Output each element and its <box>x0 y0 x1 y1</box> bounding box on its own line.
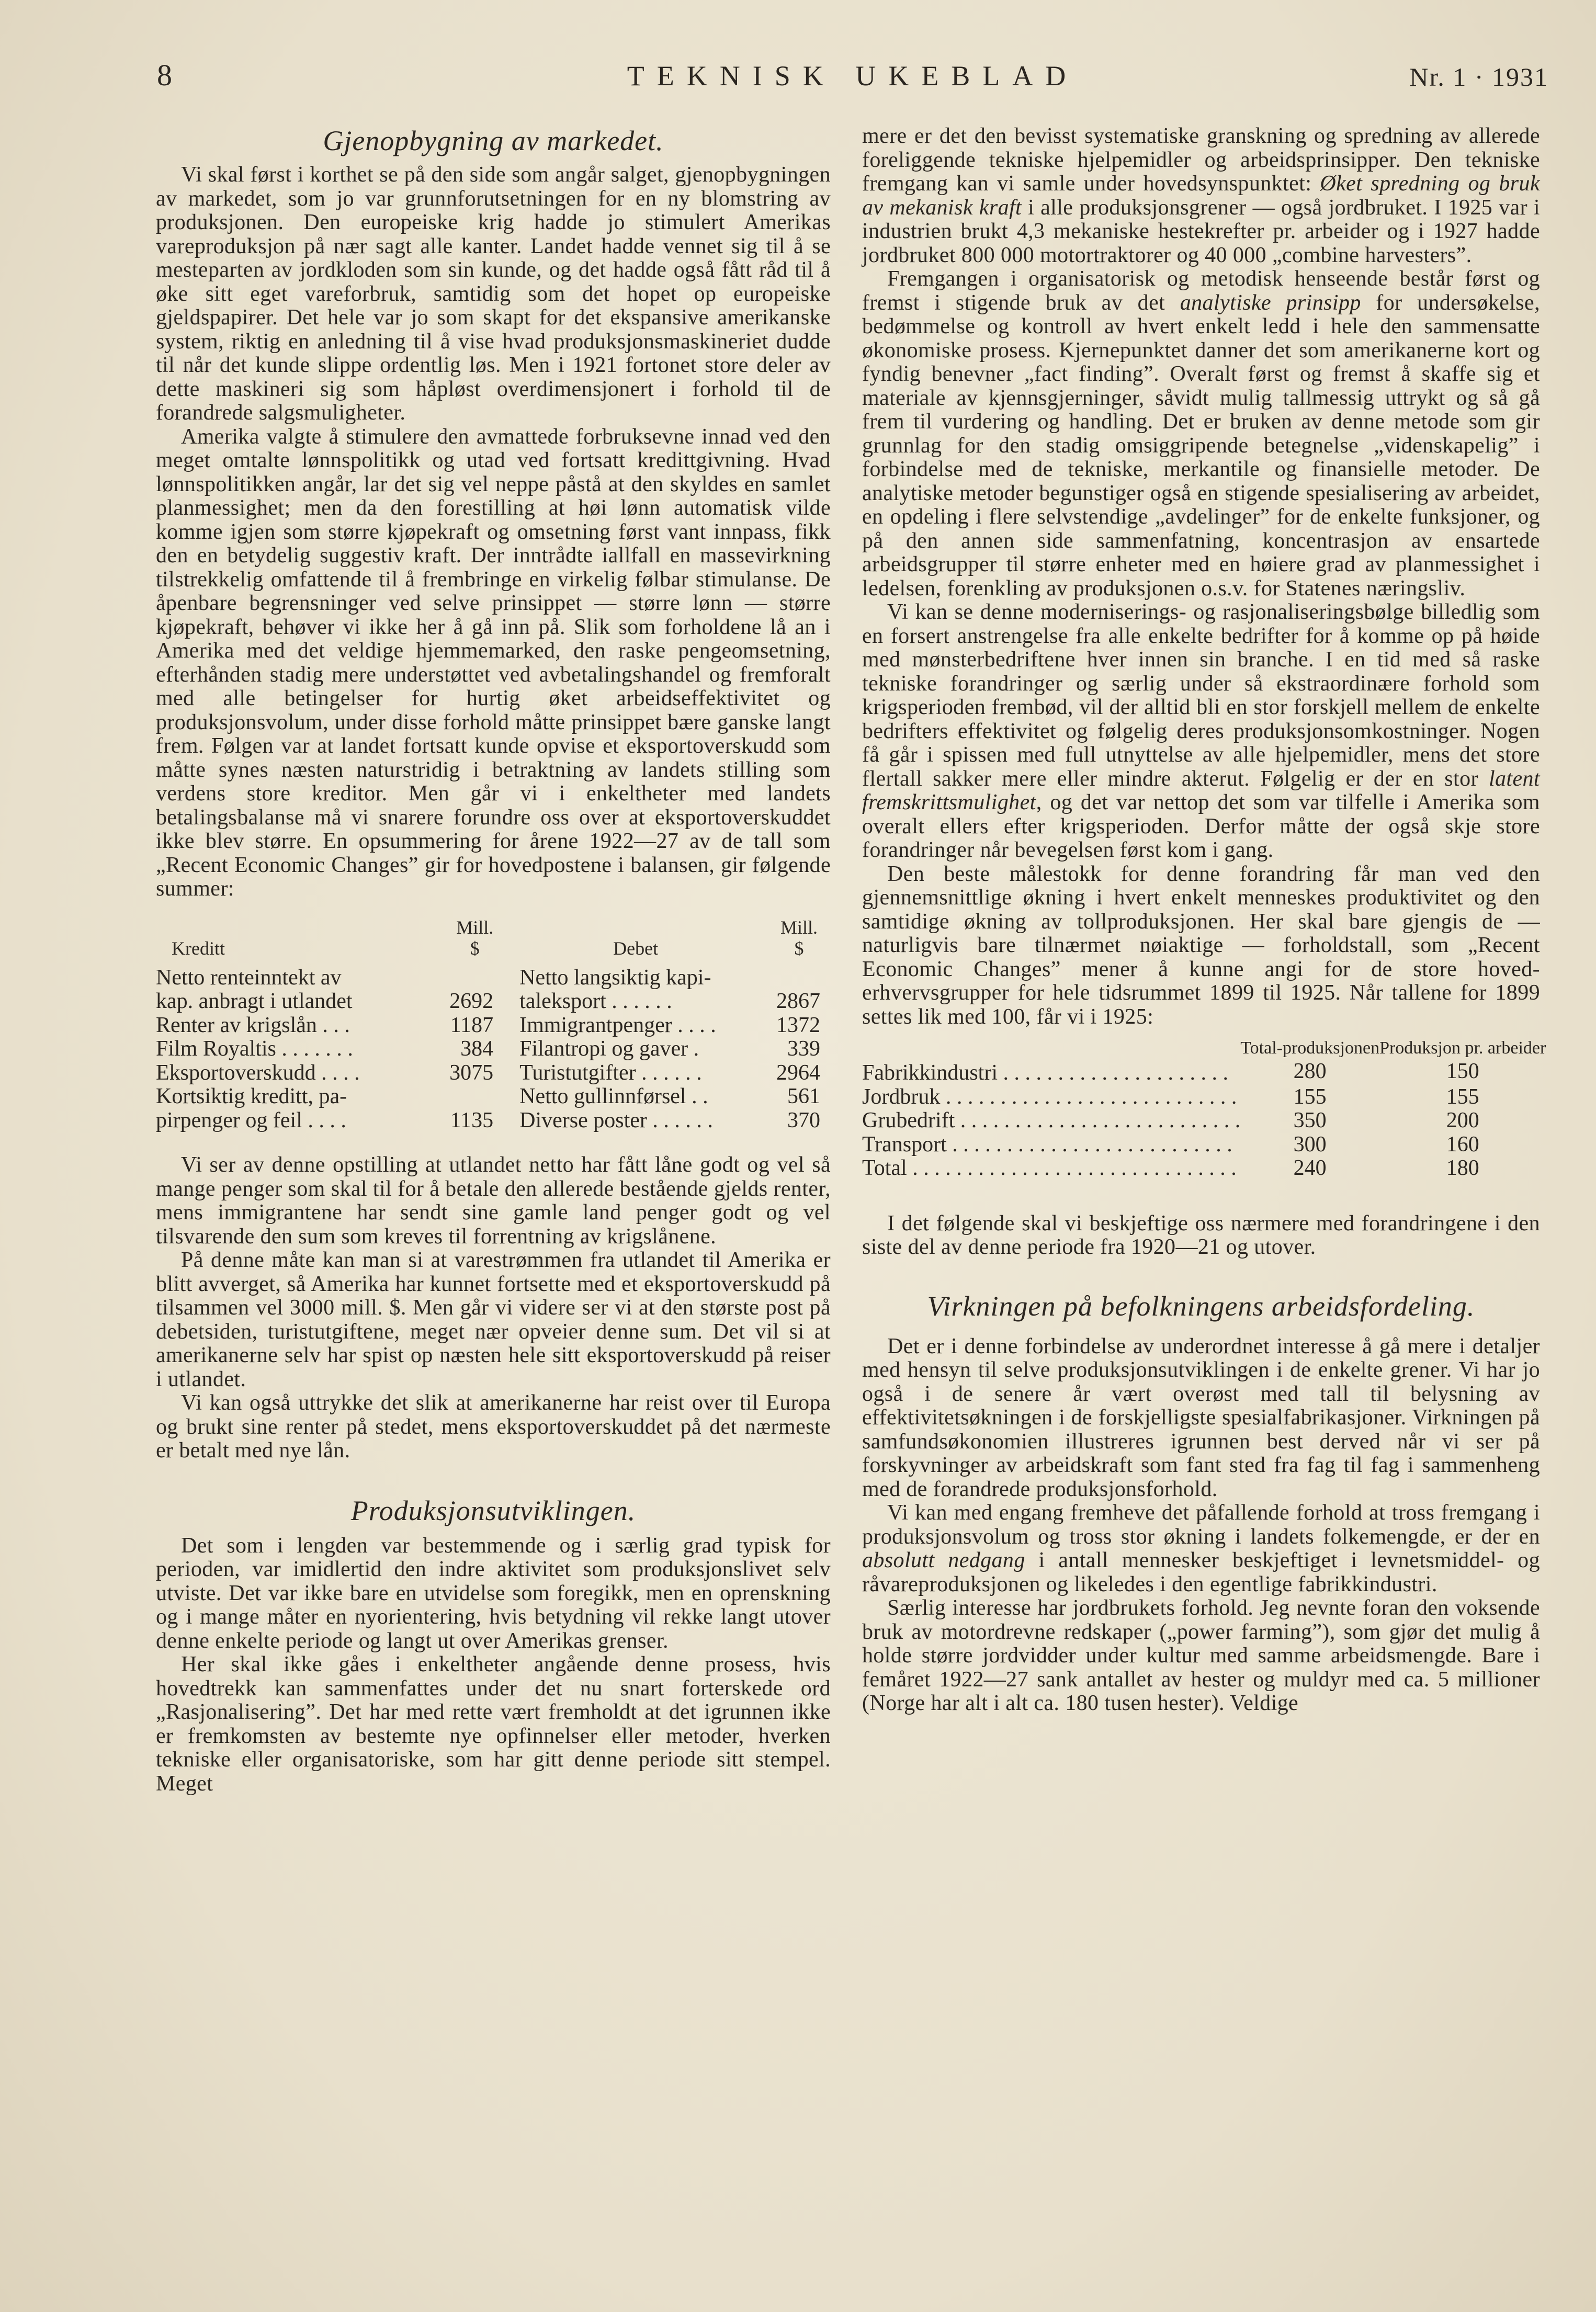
issue-number: Nr. 1 · 1931 <box>1409 62 1548 92</box>
paragraph: Amerika valgte å stimulere den avmattede forbruksevne innad ved den meget omtalte lønnspolitikk og utad ved fortsatt kredittgivning. Hvad lønnspolitikken angår, lar det sig vel neppe påstå at den skyldes en samlet planmessighet; men da den forestilling at høi lønn automatisk vilde komme igjen som større kjøpekraft og omsetning først vant innpass, fikk den en betydelig suggestiv kraft. Der inntrådte iallfall en massevirkning tilstrekkelig omfattende til å frembringe en virkelig følbar stimulanse. De åpenbare begrensninger ved selve prinsippet — større lønn — større kjøpekraft, behøver vi ikke her å gå inn på. Slik som forholdene lå an i Amerika med det veldige hjemmemarked, den raske pengeomsetning, efterhånden stadig mere understøttet ved avbetalingshandel og fremforalt med alle betingelser for hurtig øket arbeidseffektivitet og produksjonsvolum, under disse forhold måtte prinsippet bære ganske langt frem. Følgen var at landet fortsatt kunde opvise et eksportoverskudd som måtte synes næsten naturstridig i betraktning av landets stilling som verdens store kreditor. Men går vi i enkeltheter med landets betalingsbalanse må vi snarere forundre oss over at eksportoverskuddet ikke blev større. En opsummering for årene 1922—27 av de tall som „Recent Economic Changes” gir for hovedpostene i balansen, gir følgende summer: <box>156 424 831 901</box>
section-heading-labour: Virkningen på befolkningens arbeidsfordeling. <box>927 1290 1475 1322</box>
paragraph: Vi kan også uttrykke det slik at amerikanerne har reist over til Europa og brukt sine renter på stedet, mens eksportoverskuddet på det nærmeste er betalt med nye lån. <box>156 1391 831 1463</box>
paragraph: mere er det den bevisst systematiske granskning og spredning av allerede foreliggende tekniske hjelpemidler og arbeidsprinsipper. Den tekniske fremgang kan vi samle under hovedsynspunktet: Øket spredning og bruk av mekanisk kraft i alle produksjonsgrener — også jordbruket. I 1925 var i industrien brukt 4,3 mekaniske hestekrefter pr. arbeider og i 1927 hadde jordbruket 800 000 motortraktorer og 40 000 „combine harvesters”. <box>862 124 1540 267</box>
running-header <box>157 58 1548 99</box>
paragraph: Fremgangen i organisatorisk og metodisk henseende består først og fremst i stigende bruk av det analytiske prinsipp for undersøkelse, bedømmelse og kontroll av hvert enkelt ledd i hele den sammensatte økonomiske prosess. Kjernepunktet danner det som amerikanerne kort og fyndig benevner „fact finding”. Overalt først og fremst å skaffe sig et materiale av kjennsgjerninger, såvidt mulig tallmessig uttrykt og så gå frem til vurdering og handling. Det er bruken av denne metode som gir grunnlag for den stadig omsiggripende betegnelse „videnskapelig” i forbindelse med de tekniske, merkantile og finansielle metoder. De analytiske metoder begunstiger også en stigende spesialisering av arbeidet, en opdeling i flere selvstendige „avdelinger” for de enkelte funksjoner, og på den annen side sammenfatning, koncentrasjon av ensartede arbeidsgrupper til større enheter med en høiere grad av planmessighet i ledelsen, forenkling av produksjonen o.s.v. for Statenes næringsliv. <box>862 267 1540 600</box>
paragraph: Vi ser av denne opstilling at utlandet netto har fått låne godt og vel så mange penger som skal til for å betale den allerede bestående gjelds renter, mens immigrantene har sendt sine gamle land penger godt og vel tilsvarende den sum som kreves til forrentning av krigslånene. <box>156 1153 831 1249</box>
table-row: Renter av krigslån . . . 1187 Immigrantpenger . . . . 1372 <box>156 1013 820 1037</box>
table-row: kap. anbragt i utlandet 2692 taleksport . . . . . . 2867 <box>156 989 820 1013</box>
paragraph: Det som i lengden var bestemmende og i særlig grad typisk for perioden, var imidlertid den indre aktivitet som produksjonslivet selv utviste. Det var ikke bare en utvidelse som foregikk, men en oprenskning og i mange måter en nyorientering, hvis betydning vil rekke langt utover denne enkelte periode og langt ut over Amerikas grenser. <box>156 1533 831 1653</box>
right-column <box>862 124 1546 1716</box>
unit-header: Mill. $ <box>456 916 494 959</box>
table-row: Grubedrift . . . . . . . . . . . . . . . . . . . . . . . . . . 350 200 <box>862 1108 1479 1132</box>
page-number: 8 <box>157 58 172 92</box>
table-row: Jordbruk . . . . . . . . . . . . . . . . . . . . . . . . . . . 155 155 <box>862 1084 1479 1109</box>
section-heading-production: Produksjonsutviklingen. <box>350 1494 636 1526</box>
table-row: Total . . . . . . . . . . . . . . . . . . . . . . . . . . . . . . 240 180 <box>862 1156 1479 1180</box>
table-row: Netto renteinntekt av Netto langsiktig kapi- <box>156 965 711 990</box>
unit-header: Mill. $ <box>780 916 818 959</box>
table-row: Film Royaltis . . . . . . . 384 Filantropi og gaver . 339 <box>156 1037 820 1061</box>
table-row: pirpenger og feil . . . . 1135 Diverse poster . . . . . . 370 <box>156 1108 820 1132</box>
paragraph: Den beste målestokk for denne forandring får man ved den gjennemsnittlige økning i hvert enkelt menneskes produktivitet og den samtidige økning av tollproduksjonen. Her skal bare gjengis de — naturligvis bare tilnærmet nøiaktige — forholdstall, som „Recent Economic Changes” mener å kunne angi for de store hoved-erhvervsgrupper for hele tidsrummet 1899 til 1925. Når tallene for 1899 settes lik med 100, får vi i 1925: <box>862 862 1540 1029</box>
production-per-worker-header: Produksjon pr. arbeider <box>1379 1038 1546 1058</box>
paragraph: Vi kan se denne moderniserings- og rasjonaliseringsbølge billedlig som en forsert anstrengelse fra alle enkelte bedrifter for å komme op på høide med mønsterbedriftene hver innen sin branche. I en tid med så raske tekniske forandringer og særlig under så ekstraordinære forhold som krigsperioden frembød, vil der alltid bli en stor forskjell mellem de enkelte bedrifters effektivitet og følgelig deres produksjonsomkostninger. Nogen få går i spissen med full utnyttelse av alle hjelpemidler, mens det store flertall sakker mere eller mindre akterut. Følgelig er der en stor latent fremskrittsmulighet, og det var nettop det som var tilfelle i Amerika som overalt ellers efter krigsperioden. Derfor måtte der også skje store forandringer når bevegelsen først kom i gang. <box>862 600 1540 862</box>
table-row: Fabrikkindustri . . . . . . . . . . . . . . . . . . . . . 280 150 <box>862 1059 1479 1085</box>
journal-title: TEKNISK UKEBLAD <box>627 60 1079 92</box>
table-row: Kortsiktig kreditt, pa- Netto gullinnførsel . . 561 <box>156 1084 820 1108</box>
kredit-header: Kreditt <box>172 937 225 959</box>
paragraph: Vi skal først i korthet se på den side som angår salget, gjenopbygningen av markedet, som jo var grunnforutsetningen for en ny blomstring av produksjonen. Den europeiske krig hadde jo stimulert Amerikas vareproduksjon på nær sagt alle kanter. Landet hadde vennet sig til å se mesteparten av jordkloden som sin kunde, og det hadde også fått råd til å øke sitt eget vareforbruk, samtidig som det hopet op europeiske gjeldspapirer. Det hele var jo som skapt for det ekspansive amerikanske system, riktig en anledning til å vise hvad produksjonsmaskineriet dudde til når det kunde slippe ordentlig løs. Men i 1921 fortonet store deler av dette maskineri sig som håpløst overdimensjonert i forhold til de forandrede salgsmuligheter. <box>156 163 831 425</box>
paragraph: Særlig interesse har jordbrukets forhold. Jeg nevnte foran den voksende bruk av motordrevne redskaper („power farming”), som gjør det mulig å holde større jordvidder under kultur med samme arbeidsmengde. Bare i femåret 1922—27 sank antallet av hester og muldyr med ca. 5 millioner (Norge har alt i alt ca. 180 tusen hester). Veldige <box>862 1596 1540 1715</box>
total-production-header: Total-produksjonen <box>1240 1038 1380 1058</box>
productivity-table <box>862 1038 1546 1181</box>
table-row: Transport . . . . . . . . . . . . . . . . . . . . . . . . . . 300 160 <box>862 1132 1479 1157</box>
paragraph: På denne måte kan man si at varestrømmen fra utlandet til Amerika er blitt avverget, så Amerika har kunnet fortsette med et eksportoverskudd på tilsammen vel 3000 mill. $. Men går vi videre ser vi at den største post på debetsiden, turistutgiftene, meget nær opveier denne sum. Det vil si at amerikanerne selv har spist op næsten hele sitt eksportoverskudd på reiser i utlandet. <box>156 1248 831 1391</box>
paragraph: Vi kan med engang fremheve det påfallende forhold at tross fremgang i produksjonsvolum og tross stor økning i landets folkemengde, er der en absolutt nedgang i antall mennesker beskjeftiget i levnetsmiddel- og råvareproduksjonen og likeledes i den egentlige fabrikkindustri. <box>862 1501 1540 1596</box>
paragraph: Det er i denne forbindelse av underordnet interesse å gå mere i detaljer med hensyn til selve produksjonsutviklingen i de enkelte grener. Vi har jo også i de senere år vært overøst med tall til belysning av effektivitetsøkningen i de forskjelligste spesialfabrikasjoner. Virkningen på samfundsøkonomien illustreres igrunnen best derved når vi ser på forskyvninger av arbeidskraft som fant sted fra fag til fag i sammenheng med de forandrede produksjonsforhold. <box>862 1334 1540 1501</box>
debet-header: Debet <box>613 937 659 959</box>
balance-table <box>156 917 831 1133</box>
paragraph: Her skal ikke gåes i enkeltheter angående denne prosess, hvis hovedtrekk kan sammenfattes under det nu snart forterskede ord „Rasjonalisering”. Det har med rette vært fremholdt at det igrunnen ikke er fremkomsten av bestemte nye opfinnelser eller metoder, hverken tekniske eller organisatoriske, som har gitt denne periode sitt stempel. Meget <box>156 1652 831 1796</box>
paragraph: I det følgende skal vi beskjeftige oss nærmere med forandringene i den siste del av denne periode fra 1920—21 og utover. <box>862 1211 1540 1259</box>
section-heading-market: Gjenopbygning av markedet. <box>323 125 664 156</box>
left-column <box>156 124 831 1796</box>
table-row: Eksportoverskudd . . . . 3075 Turistutgifter . . . . . . 2964 <box>156 1060 820 1085</box>
